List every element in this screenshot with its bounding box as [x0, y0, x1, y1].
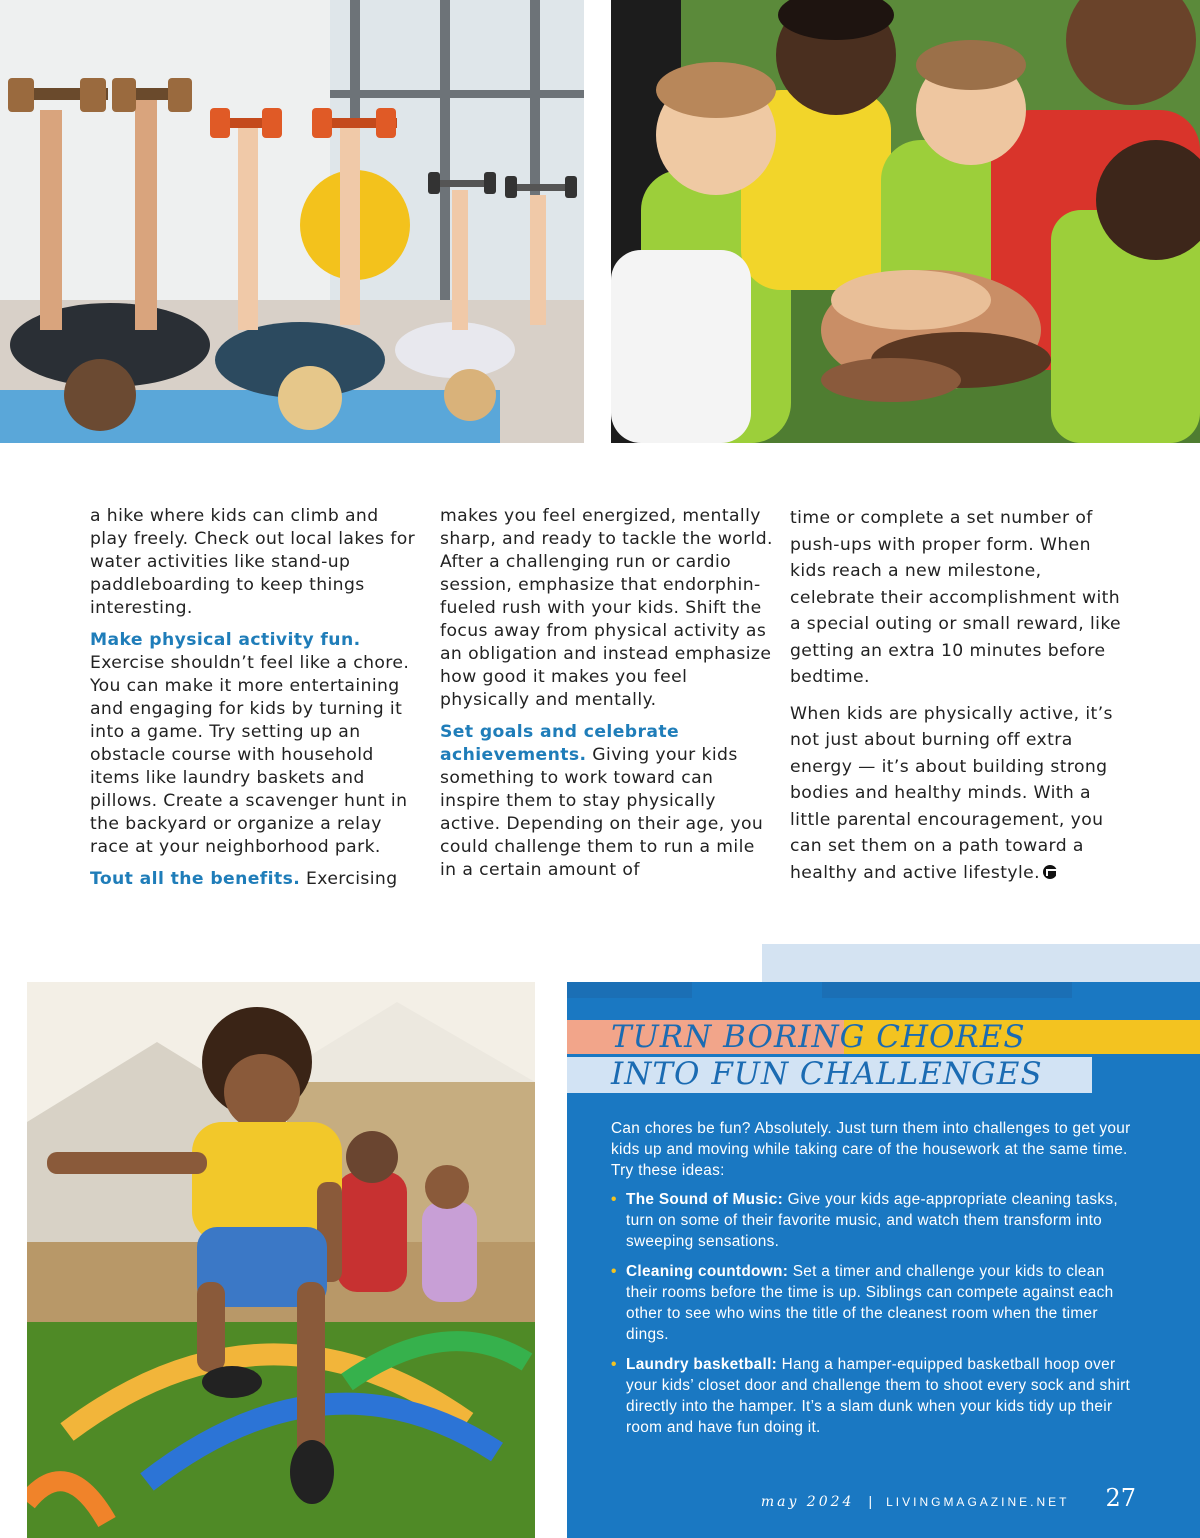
page-folio: [761, 1484, 1136, 1512]
sidebar-stripe: [567, 982, 692, 998]
list-item-lead: Cleaning countdown:: [626, 1263, 789, 1280]
sidebar-title-part-1: TURN BORING: [611, 1019, 877, 1055]
list-item-text: Hang a hamper-equipped basketball hoop over your kids’ closet door and challenge them to shoot every sock and shirt directly into the hamper. It’s a slam dunk when your kids tidy up their room and have fun doing it.: [626, 1356, 1131, 1436]
article-column-1: [90, 505, 420, 900]
bullet-icon: •: [611, 1263, 617, 1280]
sidebar-title-part-2: CHORES: [876, 1019, 1026, 1055]
sidebar-intro: Can chores be fun? Absolutely. Just turn them into challenges to get your kids up and moving while taking care of the housework at the same time. Try these ideas:: [611, 1120, 1131, 1179]
sidebar-title-line-1: [611, 1019, 1026, 1055]
sidebar-ideas-list: [611, 1189, 1131, 1447]
bullet-icon: •: [611, 1356, 617, 1373]
sidebar-stripe: [822, 982, 1072, 998]
folio-separator: |: [868, 1493, 873, 1509]
sidebar-accent-band: [762, 944, 1200, 982]
photo-kids-obstacle-course: [27, 982, 535, 1538]
paragraph: [90, 868, 420, 891]
photo-family-dumbbell-workout: [0, 0, 584, 443]
sidebar-chores-challenges: [567, 982, 1200, 1538]
paragraph-body: When kids are physically active, it’s not just about burning off extra energy — it’s about building strong bodies and healthy minds. With a little parental encouragement, you can set them on a path toward a healthy and active lifestyle.: [790, 703, 1113, 883]
list-item-lead: The Sound of Music:: [626, 1191, 784, 1208]
issue-date: may 2024: [760, 1494, 855, 1510]
subhead-tout-benefits: Tout all the benefits.: [90, 869, 301, 889]
article-column-2: [440, 505, 775, 891]
end-of-article-icon: [1043, 865, 1057, 879]
photo-kids-team-huddle: [611, 0, 1200, 443]
article-column-3: [790, 505, 1130, 896]
paragraph-body: Giving your kids something to work toward can inspire them to stay physically active. Depending on their age, you could challenge them to run a mile in a certain amount of: [440, 745, 764, 880]
list-item: [611, 1354, 1131, 1438]
list-item-lead: Laundry basketball:: [626, 1356, 778, 1373]
paragraph: [90, 629, 420, 859]
website-link[interactable]: LIVINGMAGAZINE.NET: [886, 1495, 1070, 1509]
paragraph: [790, 701, 1130, 887]
list-item-text: Set a timer and challenge your kids to clean their rooms before the time is up. Siblings can compete against each other to see who wins the title of the cleanest room when the timer dings.: [626, 1263, 1114, 1343]
paragraph-body: Exercise shouldn’t feel like a chore. You can make it more entertaining and engaging for kids by turning it into a game. Try setting up an obstacle course with household items like laundry baskets and pillows. Create a scavenger hunt in the backyard or organize a relay race at your neighborhood park.: [90, 653, 410, 857]
paragraph: a hike where kids can climb and play freely. Check out local lakes for water activities like stand-up paddleboarding to keep things interesting.: [90, 506, 416, 618]
subhead-set-goals: Set goals and celebrate achievements.: [440, 722, 680, 765]
paragraph-body: Exercising: [306, 869, 398, 889]
paragraph: time or complete a set number of push-ups with proper form. When kids reach a new milestone, celebrate their accomplishment with a special outing or small reward, like getting an extra 10 minutes before bedtime.: [790, 508, 1122, 687]
list-item: [611, 1261, 1131, 1345]
list-item: [611, 1189, 1131, 1252]
list-item-text: Give your kids age-appropriate cleaning tasks, turn on some of their favorite music, and watch them transform into sweeping sensations.: [626, 1191, 1118, 1250]
paragraph: makes you feel energized, mentally sharp, and ready to tackle the world. After a challenging run or cardio session, emphasize that endorphin-fueled rush with your kids. Shift the focus away from physical activity as an obligation and instead emphasize how good it makes you feel physically and mentally.: [440, 506, 773, 710]
sidebar-title-line-2: INTO FUN CHALLENGES: [611, 1056, 1043, 1092]
bullet-icon: •: [611, 1191, 617, 1208]
paragraph: [440, 721, 775, 882]
page-number: 27: [1105, 1484, 1136, 1512]
subhead-make-activity-fun: Make physical activity fun.: [90, 630, 361, 650]
